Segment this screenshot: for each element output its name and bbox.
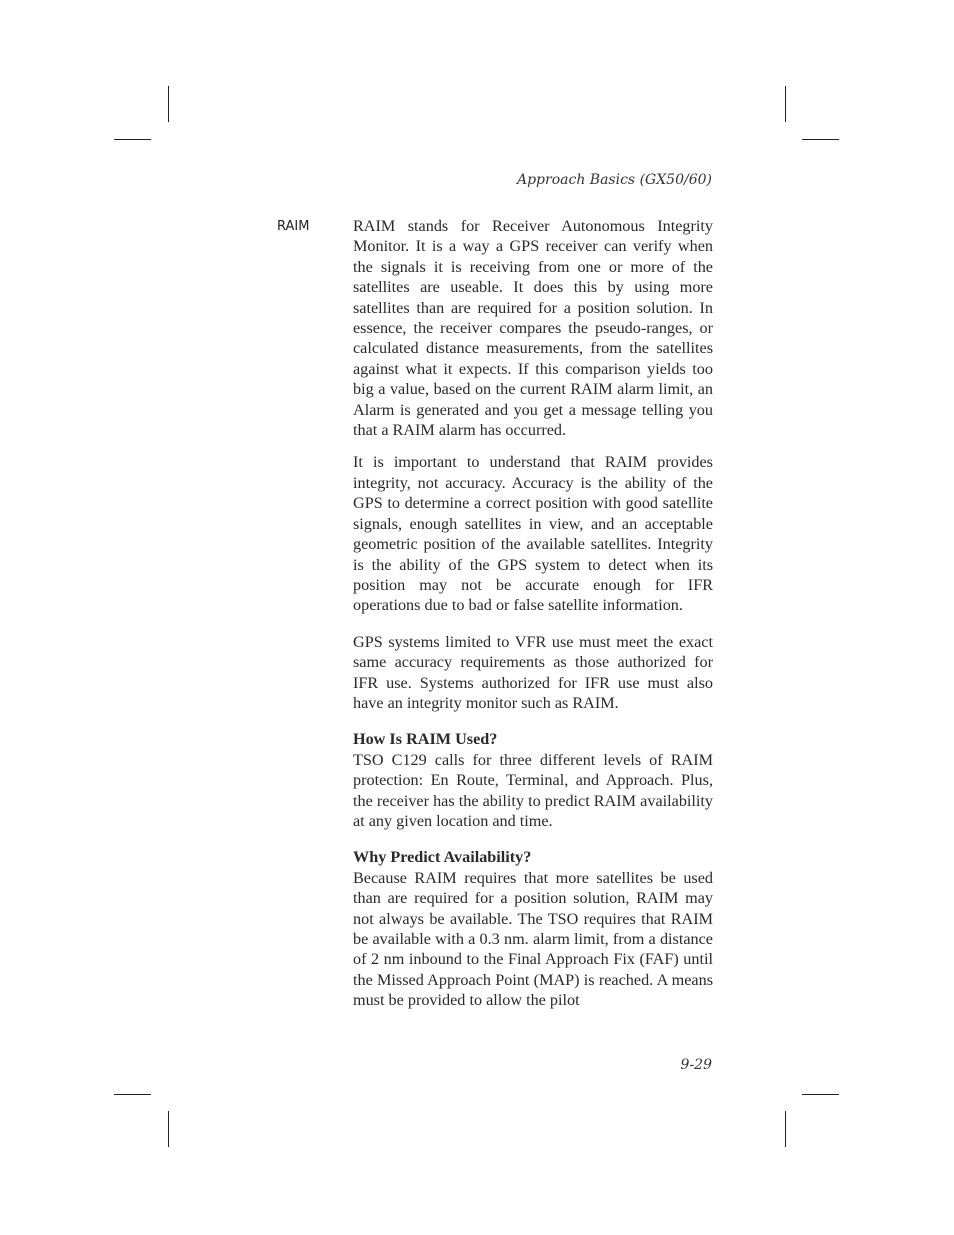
paragraph: GPS systems limited to VFR use must meet the exact same accuracy requirements as those authorized for IFR use. Systems authorized for IFR use must also have an integrity monitor such as RAIM. [353,632,713,712]
body-text [353,216,713,1023]
paragraph: RAIM stands for Receiver Autonomous Integrity Monitor. It is a way a GPS receiver can verify when the signals it is receiving from one or more of the satellites are useable. It does this by using more satellites than are required for a position solution. In essence, the receiver compares the pseudo-ranges, or calculated distance measurements, from the satellites against what it expects. If this comparison yields too big a value, based on the current RAIM alarm limit, an Alarm is generated and you get a message telling you that a RAIM alarm has occurred. [353,217,713,440]
crop-mark-top-right [785,86,786,122]
crop-mark-top-right [802,139,839,140]
subheading: Why Predict Availability? [353,848,532,867]
paragraph: TSO C129 calls for three different levels of RAIM protection: En Route, Terminal, and Approach. Plus, the receiver has the ability to predict RAIM availability at any given location and time. [353,750,713,830]
crop-mark-top-left [114,139,151,140]
page-number: 9-29 [680,1057,712,1073]
crop-mark-bottom-left [114,1094,151,1095]
crop-mark-bottom-left [168,1111,169,1147]
crop-mark-top-left [168,86,169,122]
crop-mark-bottom-right [785,1111,786,1147]
running-header: Approach Basics (GX50/60) [516,172,712,188]
crop-mark-bottom-right [802,1094,839,1095]
paragraph: It is important to understand that RAIM provides integrity, not accuracy. Accuracy is the ability of the GPS to determine a correct position with good satellite signals, enough satellites in view, and an acceptable geometric position of the available satellites. Integrity is the ability of the GPS system to detect when its position may not be accurate enough for IFR operations due to bad or false satellite information. [353,453,713,615]
subheading: How Is RAIM Used? [353,730,498,749]
section-side-label: RAIM [277,219,310,234]
paragraph: Because RAIM requires that more satellites be used than are required for a position solution, RAIM may not always be available. The TSO requires that RAIM be available with a 0.3 nm. alarm limit, from a distance of 2 nm inbound to the Final Approach Fix (FAF) until the Missed Approach Point (MAP) is reached. A means must be provided to allow the pilot [353,868,713,1010]
